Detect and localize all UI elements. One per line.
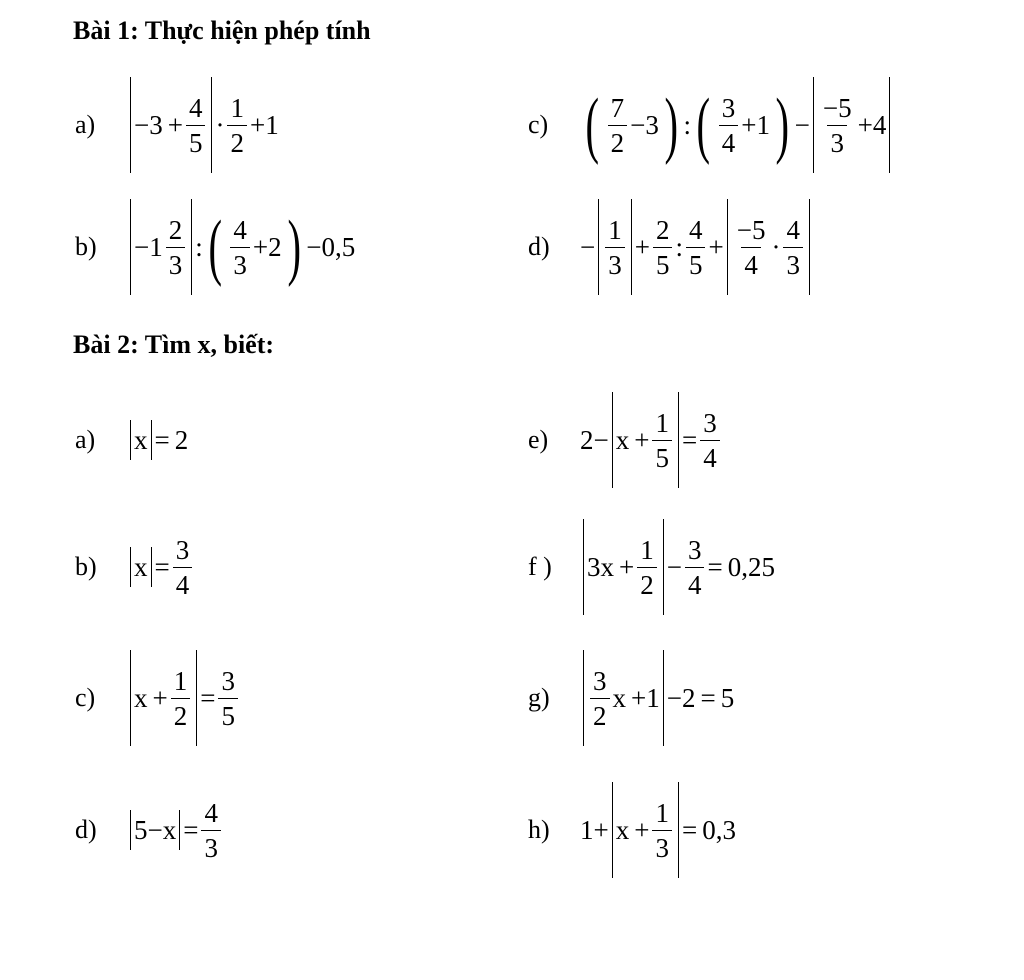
fraction: 2 3	[166, 213, 186, 282]
expression: −1 2 3 : ( 4 3 + 2 ) − 0,5	[127, 199, 355, 295]
exercise-label: c)	[528, 110, 549, 139]
exercise-2h	[528, 775, 736, 885]
expression	[127, 650, 241, 746]
absolute-value: x	[130, 547, 152, 587]
expression	[580, 519, 775, 615]
expression: ( 7 2 − 3 ) : ( 3 4 + 1 ) − −5 3 + 4	[580, 77, 893, 173]
absolute-value: x	[130, 420, 152, 460]
operator: +	[634, 814, 650, 845]
operator: −	[147, 814, 163, 845]
term: 1	[756, 109, 770, 140]
exercise-2d	[75, 775, 224, 885]
term: 4	[872, 109, 887, 140]
fraction: $\frac{4}{3}$	[201, 796, 221, 865]
operator: +	[631, 682, 647, 713]
operator: +	[593, 814, 609, 845]
fraction: 4 3	[783, 213, 803, 282]
exercise-1a	[75, 70, 279, 180]
operator: +	[634, 424, 650, 455]
term: −3	[134, 109, 163, 140]
fraction: 3 4	[719, 91, 739, 160]
expression	[580, 782, 736, 878]
operator: +	[634, 231, 650, 262]
absolute-value: 5 − x	[130, 810, 180, 850]
fraction: −5 4	[736, 214, 766, 280]
expression	[580, 650, 734, 746]
expression	[127, 420, 188, 460]
operator: +	[741, 109, 757, 140]
operator: −	[630, 109, 646, 140]
operator: −	[580, 231, 596, 262]
operator: =	[700, 682, 716, 713]
absolute-value	[727, 199, 810, 295]
operator: :	[683, 109, 692, 140]
bai2-heading: Bài 2: Tìm x, biết:	[73, 330, 275, 359]
term: 1	[580, 814, 594, 845]
exercise-label: h)	[528, 815, 550, 844]
fraction: $\frac{1}{5}$	[652, 406, 672, 475]
expression	[127, 533, 195, 602]
operator: −	[666, 551, 682, 582]
operator: +	[249, 109, 266, 140]
exercise-2g	[528, 643, 734, 753]
term: 2	[580, 424, 594, 455]
exercise-label: d)	[75, 815, 97, 844]
fraction: 4 5	[686, 213, 706, 282]
exercise-label: a)	[75, 425, 96, 454]
operator: +	[619, 551, 635, 582]
fraction: $\frac{3}{4}$	[685, 533, 705, 602]
exercise-label: d)	[528, 232, 550, 261]
term: 0,3	[702, 814, 736, 845]
fraction: $\frac{3}{4}$	[700, 406, 720, 475]
operator: +	[252, 231, 269, 262]
fraction: 3 2	[590, 664, 610, 733]
term: −1	[134, 231, 163, 262]
expression	[580, 199, 813, 295]
operator: −	[666, 682, 682, 713]
expression	[127, 796, 224, 865]
operator: =	[681, 424, 698, 455]
absolute-value	[130, 199, 192, 295]
term: 0,5	[321, 231, 356, 262]
exercise-2c	[75, 643, 241, 753]
operator: −	[593, 424, 609, 455]
term: 2	[174, 424, 189, 455]
operator: ·	[215, 109, 225, 140]
operator: +	[167, 109, 183, 140]
expression	[127, 77, 279, 173]
fraction: $\frac{1}{2}$	[637, 533, 657, 602]
exercise-2a	[75, 385, 188, 495]
exercise-2e	[528, 385, 723, 495]
operator: :	[195, 231, 203, 262]
fraction: 7 2	[608, 91, 628, 160]
absolute-value: x + $\frac{1}{2}$	[130, 650, 197, 746]
fraction: $\frac{3}{4}$	[173, 533, 193, 602]
exercise-label: c)	[75, 683, 96, 712]
expression	[580, 392, 723, 488]
term: 1	[265, 109, 279, 140]
operator: +	[857, 109, 873, 140]
fraction: −5 3	[822, 92, 852, 158]
exercise-label: e)	[528, 425, 549, 454]
operator: =	[681, 814, 698, 845]
operator: =	[200, 682, 216, 713]
operator: +	[708, 231, 724, 262]
exercise-label: f )	[528, 552, 552, 581]
term: 0,25	[727, 551, 775, 582]
operator: =	[707, 551, 723, 582]
exercise-label: a)	[75, 110, 96, 139]
exercise-1c	[528, 70, 893, 180]
term: 2	[681, 682, 696, 713]
term: 3	[645, 109, 659, 140]
fraction: $\frac{1}{2}$	[171, 664, 191, 733]
fraction: 4 3	[230, 213, 250, 282]
fraction: 1 3	[605, 213, 625, 282]
operator: ·	[771, 231, 781, 262]
operator: =	[154, 551, 170, 582]
operator: −	[794, 109, 810, 140]
fraction: $\frac{4}{5}$	[186, 91, 206, 160]
exercise-label: b)	[75, 232, 97, 261]
exercise-2f	[528, 512, 775, 622]
exercise-2b	[75, 512, 195, 622]
absolute-value: x + $\frac{1}{3}$	[612, 782, 679, 878]
bai1-heading: Bài 1: Thực hiện phép tính	[73, 16, 371, 45]
absolute-value: 3 2 x + 1	[583, 650, 664, 746]
term: 2	[268, 231, 282, 262]
operator: +	[152, 682, 168, 713]
operator: =	[154, 424, 170, 455]
exercise-label: g)	[528, 683, 550, 712]
absolute-value	[598, 199, 632, 295]
term: 1	[646, 682, 660, 713]
exercise-1b	[75, 192, 355, 302]
absolute-value: 3x + $\frac{1}{2}$	[583, 519, 664, 615]
fraction: $\frac{2}{5}$	[653, 213, 673, 282]
absolute-value: x + $\frac{1}{5}$	[612, 392, 679, 488]
fraction: $\frac{3}{5}$	[218, 664, 238, 733]
fraction: 1 2	[227, 91, 247, 160]
exercise-label: b)	[75, 552, 97, 581]
operator: −	[306, 231, 322, 262]
term: 5	[720, 682, 735, 713]
absolute-value	[130, 77, 212, 173]
operator: :	[675, 231, 683, 262]
fraction: $\frac{1}{3}$	[652, 796, 672, 865]
exercise-1d	[528, 192, 813, 302]
operator: =	[183, 814, 199, 845]
absolute-value	[813, 77, 890, 173]
